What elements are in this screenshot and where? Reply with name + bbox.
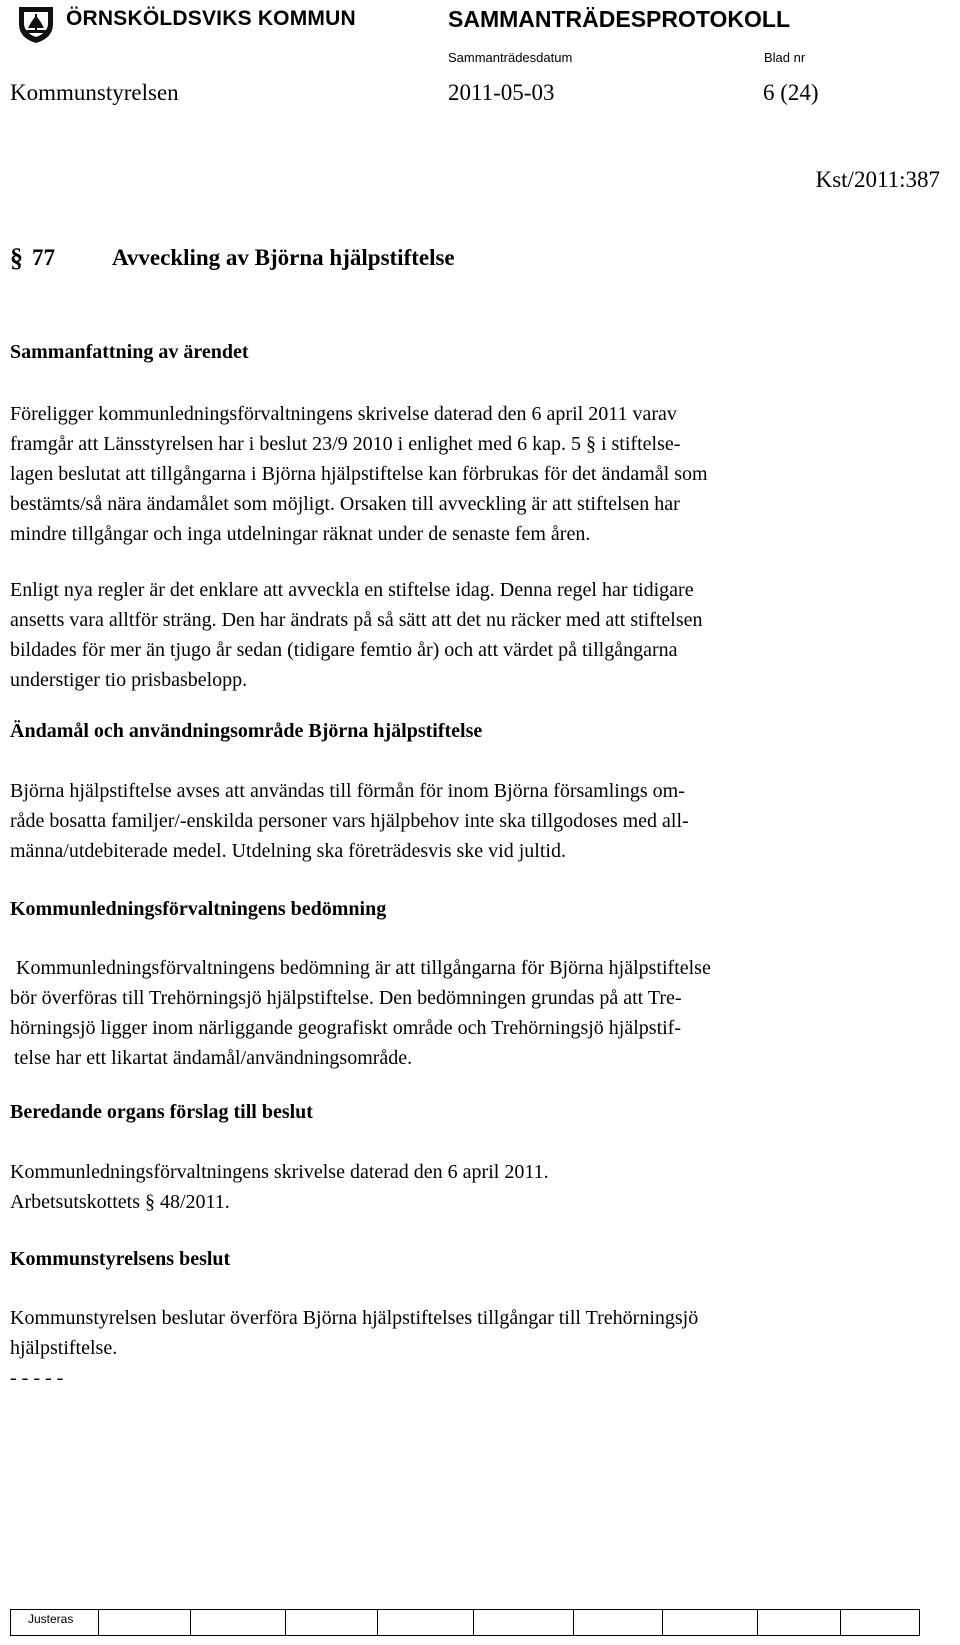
text-line: bör överföras till Trehörningsjö hjälpstiftelse. Den bedömningen grundas på att Tre- (10, 987, 682, 1009)
signature-table (10, 1609, 920, 1636)
case-number: Kst/2011:387 (815, 167, 940, 192)
summary-heading: Sammanfattning av ärendet (10, 341, 249, 363)
text-line (10, 1043, 930, 1073)
text-line: framgår att Länsstyrelsen har i beslut 23/9 2010 i enlighet med 6 kap. 5 § i stiftelse- (10, 433, 681, 455)
text-line: Kommunledningsförvaltningens skrivelse daterad den 6 april 2011. (10, 1161, 549, 1183)
committee-name: Kommunstyrelsen (10, 80, 179, 105)
coat-of-arms-logo (16, 4, 56, 44)
proposal-paragraph (10, 1157, 930, 1217)
decision-heading: Kommunstyrelsens beslut (10, 1248, 231, 1270)
meeting-date-label: Sammanträdesdatum (448, 50, 573, 65)
text-line: understiger tio prisbasbelopp. (10, 669, 248, 691)
page-number-label: Blad nr (764, 50, 806, 65)
purpose-paragraph (10, 776, 930, 866)
text-line: hjälpstiftelse. (10, 1337, 118, 1359)
text-line: ansetts vara alltför sträng. Den har ändrats på så sätt att det nu räcker med att stiftelsen (10, 609, 703, 631)
section-sign: § (10, 243, 23, 272)
text-line: männa/utdebiterade medel. Utdelning ska företrädesvis ske vid jultid. (10, 840, 566, 862)
signature-cell (474, 1610, 574, 1635)
text-line-content: Kommunledningsförvaltningens bedömning är att tillgångarna för Björna hjälpstiftelse (16, 957, 711, 979)
text-line: lagen beslutat att tillgångarna i Björna hjälpstiftelse kan förbrukas för det ändamål som (10, 463, 708, 485)
document-type: SAMMANTRÄDESPROTOKOLL (448, 6, 791, 32)
text-line: bildades för mer än tjugo år sedan (tidigare femtio år) och att värdet på tillgångarna (10, 639, 678, 661)
assessment-paragraph (10, 953, 930, 1073)
text-line: mindre tillgångar och inga utdelningar räknat under de senaste fem åren. (10, 523, 591, 545)
text-line: hörningsjö ligger inom närliggande geografiskt område och Trehörningsjö hjälpstif- (10, 1017, 681, 1039)
signature-cell (191, 1610, 286, 1635)
text-line: råde bosatta familjer/-enskilda personer vars hjälpbehov inte ska tillgodoses med all- (10, 810, 689, 832)
signature-cell (99, 1610, 191, 1635)
page-number: 6 (24) (763, 80, 819, 105)
signature-cell (841, 1610, 919, 1635)
summary-paragraph-2 (10, 575, 930, 695)
decision-paragraph (10, 1303, 930, 1393)
text-line: bestämts/så nära ändamålet som möjligt. Orsaken till avveckling är att stiftelsen har (10, 493, 680, 515)
text-line (10, 953, 930, 983)
text-line: Föreligger kommunledningsförvaltningens skrivelse daterad den 6 april 2011 varav (10, 403, 677, 425)
summary-paragraph-1 (10, 399, 930, 549)
proposal-heading: Beredande organs förslag till beslut (10, 1101, 313, 1123)
signature-cell (663, 1610, 758, 1635)
item-title: Avveckling av Björna hjälpstiftelse (112, 245, 455, 270)
text-line: - - - - - (10, 1367, 64, 1389)
assessment-heading: Kommunledningsförvaltningens bedömning (10, 898, 387, 920)
text-line: Arbetsutskottets § 48/2011. (10, 1191, 230, 1213)
text-line-content: telse har ett likartat ändamål/användningsområde. (14, 1047, 413, 1069)
signature-label-cell (11, 1610, 99, 1635)
signature-cell (574, 1610, 663, 1635)
text-line: Kommunstyrelsen beslutar överföra Björna hjälpstiftelses tillgångar till Trehörningsjö (10, 1307, 699, 1329)
signature-cell (378, 1610, 474, 1635)
purpose-heading: Ändamål och användningsområde Björna hjälpstiftelse (10, 720, 483, 742)
signature-cell (758, 1610, 841, 1635)
meeting-date: 2011-05-03 (448, 80, 555, 105)
signature-label: Justeras (28, 1612, 74, 1626)
item-number: 77 (32, 245, 55, 270)
text-line: Enligt nya regler är det enklare att avveckla en stiftelse idag. Denna regel har tidigare (10, 579, 694, 601)
text-line: Björna hjälpstiftelse avses att användas till förmån för inom Björna församlings om- (10, 780, 685, 802)
organization-name: ÖRNSKÖLDSVIKS KOMMUN (66, 7, 356, 30)
signature-cell (286, 1610, 378, 1635)
